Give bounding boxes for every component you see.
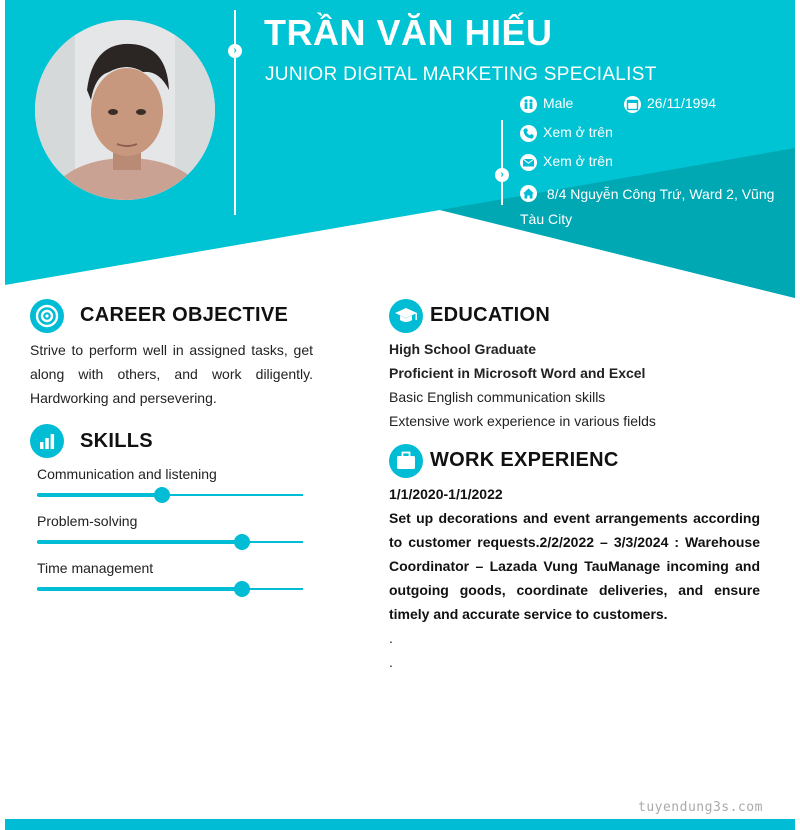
- gender-value: Male: [543, 95, 574, 111]
- education-item: High School Graduate: [389, 341, 537, 357]
- phone-info: [520, 124, 613, 142]
- calendar-icon: [624, 96, 641, 113]
- skill-label: Communication and listening: [37, 466, 217, 482]
- career-objective-text: Strive to perform well in assigned tasks, get along with others, and work diligently. Hardworking and persevering.: [30, 342, 313, 406]
- work-dot: .: [389, 654, 393, 670]
- skill-bar-knob: [234, 581, 250, 597]
- education-item: Basic English communication skills: [389, 389, 606, 405]
- skill-bar: [37, 588, 303, 590]
- gender-info: [520, 95, 573, 113]
- email-value: Xem ở trên: [543, 153, 613, 169]
- skill-bar-knob: [154, 487, 170, 503]
- work-description: Set up decorations and event arrangements according to customer requests.2/2/2022 – 3/3/2024 : Warehouse Coordinator – Lazada Vung TauManage incoming and outgoing goods, coordinate deliveries, and ensure timely and accurate service to customers.: [389, 510, 760, 622]
- phone-value: Xem ở trên: [543, 124, 613, 140]
- education-item: Extensive work experience in various fields: [389, 413, 656, 429]
- skill-bar-knob: [234, 534, 250, 550]
- email-info: [520, 153, 613, 171]
- timeline-line: [234, 10, 236, 215]
- avatar: [35, 20, 215, 200]
- home-icon: [520, 185, 537, 202]
- chevron-right-icon: ›: [495, 168, 509, 182]
- skill-bar: [37, 494, 303, 496]
- profile-photo: [35, 20, 215, 200]
- career-objective-title: CAREER OBJECTIVE: [80, 304, 289, 326]
- skill-bar-fill: [37, 493, 162, 497]
- skill-label: Time management: [37, 560, 154, 576]
- address-value: 8/4 Nguyễn Công Trứ, Ward 2, Vũng Tàu City: [520, 186, 775, 227]
- timeline-line-secondary: [501, 120, 503, 205]
- briefcase-icon: [389, 444, 423, 478]
- phone-icon: [520, 125, 537, 142]
- address-info: [520, 182, 780, 232]
- target-icon: [30, 299, 64, 333]
- skill-label: Problem-solving: [37, 513, 138, 529]
- bar-chart-icon: [30, 424, 64, 458]
- birthday-value: 26/11/1994: [647, 95, 717, 111]
- education-title: EDUCATION: [430, 304, 551, 326]
- chevron-right-icon: ›: [228, 44, 242, 58]
- skill-bar: [37, 541, 303, 543]
- gender-icon: [520, 96, 537, 113]
- watermark: tuyendung3s.com: [638, 800, 763, 815]
- candidate-role: JUNIOR DIGITAL MARKETING SPECIALIST: [265, 64, 657, 85]
- work-dot: .: [389, 630, 393, 646]
- work-period: 1/1/2020-1/1/2022: [389, 486, 503, 502]
- education-item: Proficient in Microsoft Word and Excel: [389, 365, 646, 381]
- graduation-cap-icon: [389, 299, 423, 333]
- birthday-info: [624, 95, 716, 113]
- footer-bar: [5, 819, 795, 830]
- skill-bar-fill: [37, 587, 242, 591]
- candidate-name: TRẦN VĂN HIẾU: [264, 12, 553, 53]
- skill-bar-fill: [37, 540, 242, 544]
- skills-title: SKILLS: [80, 430, 153, 452]
- work-experience-title: WORK EXPERIENC: [430, 449, 619, 471]
- email-icon: [520, 154, 537, 171]
